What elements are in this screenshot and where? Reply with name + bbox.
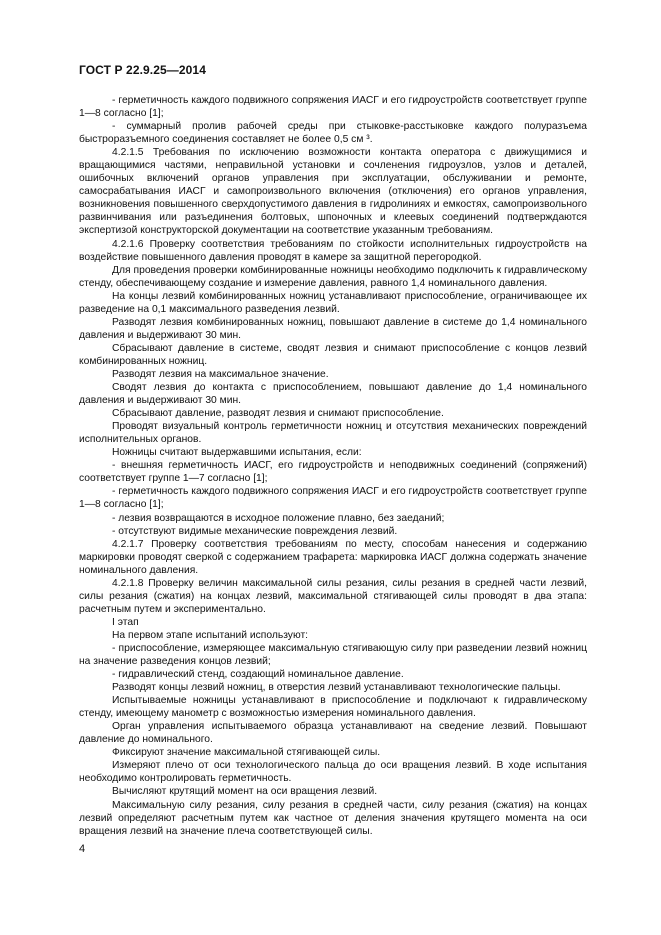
paragraph: 4.2.1.6 Проверку соответствия требованиям по стойкости исполнительных гидроустройств на воздействие повышенного давления проводят в камере за защитной перегородкой. <box>79 238 587 263</box>
paragraph: Орган управления испытываемого образца устанавливают на сведение лезвий. Повышают давление до номинального. <box>79 721 587 746</box>
paragraph: Разводят концы лезвий ножниц, в отверстия лезвий устанавливают технологические пальцы. <box>112 682 561 694</box>
paragraph: - внешняя герметичность ИАСГ, его гидроустройств и неподвижных соединений (сопряжений) соответствует группе 1—7 согласно [1]; <box>79 460 587 485</box>
paragraph: 4.2.1.7 Проверку соответствия требованиям по месту, способам нанесения и содержанию маркировки проводят сверкой с содержанием трафарета: маркировка ИАСГ должна содержать значение номинального давления. <box>79 538 587 576</box>
paragraph: Испытываемые ножницы устанавливают в приспособление и подключают к гидравлическому стенду, имеющему манометр с возможностью измерения номинального давления. <box>79 695 587 720</box>
paragraph: Для проведения проверки комбинированные ножницы необходимо подключить к гидравлическому стенду, обеспечивающему создание и измерение давления, равного 1,4 номинального давления. <box>79 264 587 289</box>
paragraph: Фиксируют значение максимальной стягивающей силы. <box>112 747 381 759</box>
paragraph: Сводят лезвия до контакта с приспособлением, повышают давление до 1,4 номинального давления и выдерживают 30 мин. <box>79 382 587 407</box>
paragraph: - суммарный пролив рабочей среды при стыковке-расстыковке каждого полуразъема быстроразъемного соединения составляет не более 0,5 см ³. <box>79 121 587 146</box>
paragraph: Проводят визуальный контроль герметичности ножниц и отсутствия механических повреждений исполнительных органов. <box>79 421 587 446</box>
paragraph: 4.2.1.5 Требования по исключению возможности контакта оператора с движущимися и вращающимися частями, неправильной установки и сочленения гидроузлов, узлов и деталей, ошибочных включений органов управления при эксплуатации, обслуживании и ремонте, самосрабатывания ИАСГ и самопроизвольного включения (отключения) его органов управления, возникновения повышенного сверхдопустимого давления в гидролиниях и емкостях, самопроизвольного развинчивания или разъединения болтовых, шпоночных и клеевых соединений подтверждаются экспертизой конструкторской документации на соответствие указанным требованиям. <box>79 147 587 237</box>
paragraph: Сбрасывают давление в системе, сводят лезвия и снимают приспособление с концов лезвий комбинированных ножниц. <box>79 342 587 367</box>
paragraph: - гидравлический стенд, создающий номинальное давление. <box>112 669 404 681</box>
paragraph: На первом этапе испытаний используют: <box>112 629 309 641</box>
paragraph: Разводят лезвия на максимальное значение. <box>112 368 329 380</box>
stage-heading: I этап <box>112 616 139 628</box>
paragraph: Ножницы считают выдержавшими испытания, если: <box>112 447 362 459</box>
document-body <box>79 94 587 838</box>
paragraph: Максимальную силу резания, силу резания в средней части, силу резания (сжатия) на концах лезвий определяют расчетным путем как частное от деления значения крутящего момента на оси вращения лезвий на значение плеча соответствующей силы. <box>79 799 587 837</box>
paragraph: Вычисляют крутящий момент на оси вращения лезвий. <box>112 786 378 798</box>
paragraph: - герметичность каждого подвижного сопряжения ИАСГ и его гидроустройств соответствует группе 1—8 согласно [1]; <box>79 95 587 120</box>
paragraph: 4.2.1.8 Проверку величин максимальной силы резания, силы резания в средней части лезвий, силы резания (сжатия) на концах лезвий, максимальной стягивающей силы проводят в два этапа: расчетным путем и экспериментально. <box>79 577 587 615</box>
paragraph: Разводят лезвия комбинированных ножниц, повышают давление в системе до 1,4 номинального давления и выдерживают 30 мин. <box>79 316 587 341</box>
paragraph: - отсутствуют видимые механические повреждения лезвий. <box>112 525 398 537</box>
paragraph: - приспособление, измеряющее максимальную стягивающую силу при разведении лезвий ножниц на значение разведения концов лезвий; <box>79 642 587 668</box>
paragraph: Сбрасывают давление, разводят лезвия и снимают приспособление. <box>112 408 444 420</box>
paragraph: - лезвия возвращаются в исходное положение плавно, без заеданий; <box>112 512 445 524</box>
paragraph: Измеряют плечо от оси технологического пальца до оси вращения лезвий. В ходе испытания необходимо контролировать герметичность. <box>79 760 587 785</box>
paragraph: На концы лезвий комбинированных ножниц устанавливают приспособление, ограничивающее их разведение на 0,1 максимального разведения лезвий. <box>79 290 587 315</box>
page-number: 4 <box>79 843 86 855</box>
paragraph: - герметичность каждого подвижного сопряжения ИАСГ и его гидроустройств соответствует группе 1—8 согласно [1]; <box>79 486 587 511</box>
document-header: ГОСТ Р 22.9.25—2014 <box>79 63 206 77</box>
